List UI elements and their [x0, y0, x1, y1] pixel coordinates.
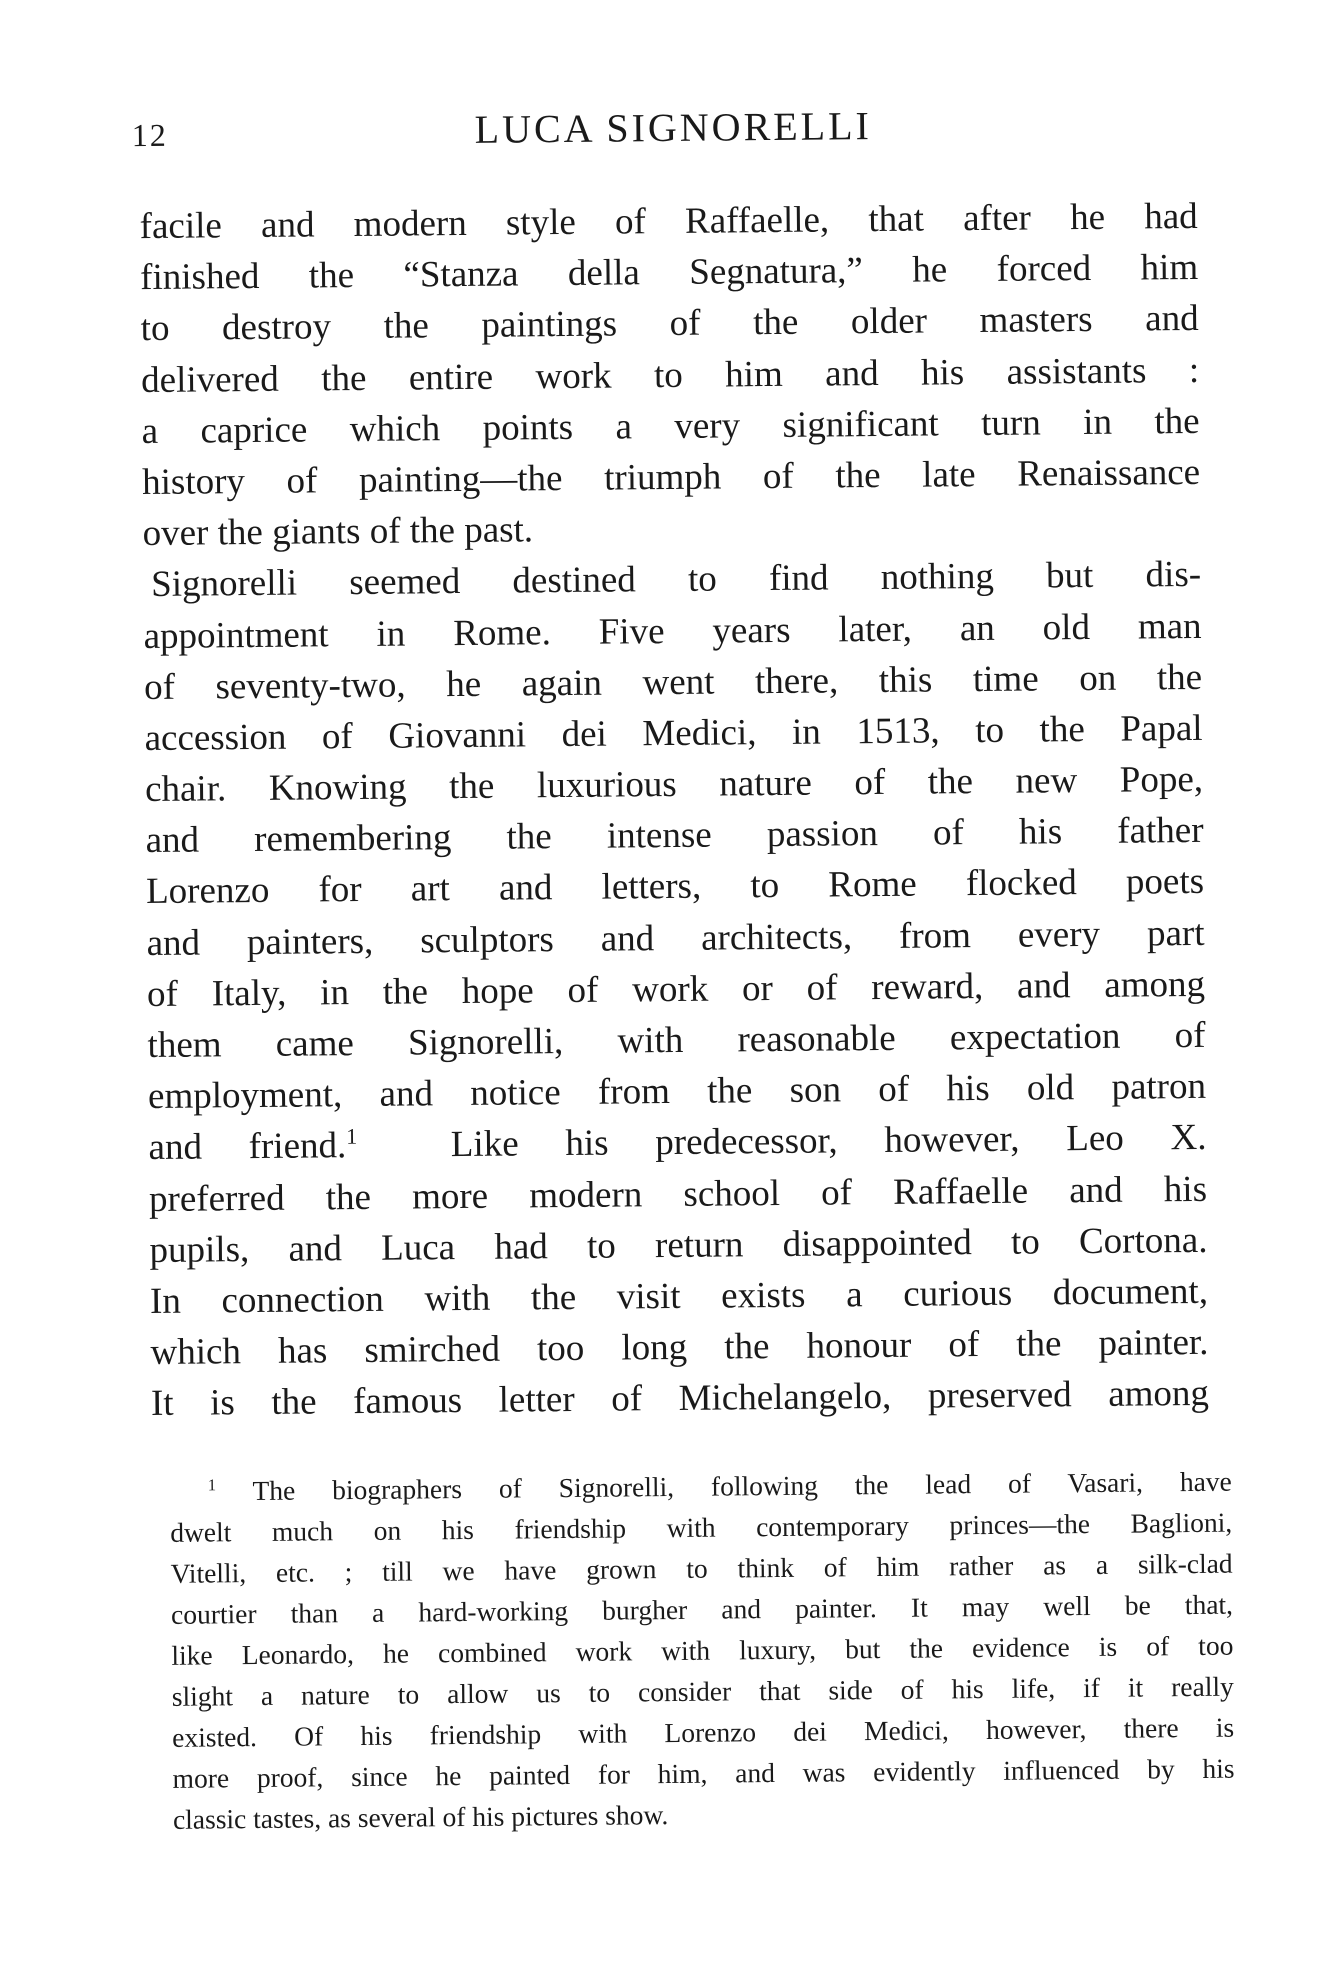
text-line: Signorelli seemed destined to find nothing but dis-	[150, 554, 1202, 606]
text-fragment: The biographers of Signorelli, following the lead of Vasari, have	[252, 1465, 1232, 1507]
text-line: employment, and notice from the son of his old patron	[147, 1066, 1207, 1118]
running-title: LUCA SIGNORELLI	[474, 103, 873, 152]
footnote-line: like Leonardo, he combined work with luxury, but the evidence is of too	[171, 1629, 1234, 1671]
footnote-marker: 1	[207, 1475, 217, 1495]
footnote-line: courtier than a hard-working burgher and painter. It may well be that,	[170, 1588, 1234, 1630]
text-fragment: Like his predecessor, however, Leo X.	[357, 1117, 1207, 1167]
text-line: which has smirched too long the honour of the painter.	[150, 1321, 1209, 1374]
text-line: Lorenzo for art and letters, to Rome flocked poets	[145, 861, 1205, 913]
text-line: delivered the entire work to him and his assistants :	[140, 349, 1200, 401]
footnote-line: Vitelli, etc. ; till we have grown to think of him rather as a silk-clad	[170, 1547, 1233, 1589]
text-line: pupils, and Luca had to return disappointed to Cortona.	[149, 1219, 1208, 1271]
text-line: them came Signorelli, with reasonable expectation of	[147, 1014, 1206, 1067]
text-line: of seventy-two, he again went there, this time on the	[143, 656, 1203, 708]
text-line: accession of Giovanni dei Medici, in 1513, to the Papal	[144, 707, 1203, 759]
text-line: to destroy the paintings of the older masters and	[140, 298, 1199, 350]
footnote-line: dwelt much on his friendship with contemporary princes—the Baglioni,	[170, 1506, 1233, 1548]
footnote-line: classic tastes, as several of his pictures show.	[172, 1799, 669, 1835]
footnote-line: slight a nature to allow us to consider that side of his life, if it really	[171, 1670, 1234, 1712]
text-line: of Italy, in the hope of work or of reward, and among	[146, 963, 1206, 1015]
body-text	[139, 191, 1209, 1430]
text-line: and painters, sculptors and architects, from every part	[146, 912, 1205, 964]
text-line: finished the “Stanza della Segnatura,” he forced him	[139, 247, 1199, 299]
text-line: chair. Knowing the luxurious nature of the new Pope,	[144, 758, 1204, 811]
text-line: a caprice which points a very significant turn in the	[141, 400, 1200, 452]
text-line: facile and modern style of Raffaelle, that after he had	[139, 195, 1198, 248]
footnote-reference[interactable]: 1	[346, 1124, 358, 1150]
text-line: and remembering the intense passion of his father	[145, 810, 1204, 862]
text-line: preferred the more modern school of Raffaelle and his	[148, 1168, 1208, 1220]
text-line: over the giants of the past.	[142, 509, 534, 555]
text-line: history of painting—the triumph of the late Renaissance	[141, 451, 1201, 503]
page-number: 12	[131, 116, 168, 154]
text-line: appointment in Rome. Five years later, an old man	[143, 605, 1202, 657]
text-line: In connection with the visit exists a curious document,	[149, 1270, 1209, 1322]
footnote	[170, 1461, 1235, 1840]
footnote-line: existed. Of his friendship with Lorenzo dei Medici, however, there is	[172, 1711, 1235, 1753]
footnote-line: more proof, since he painted for him, and was evidently influenced by his	[172, 1752, 1235, 1794]
text-fragment: and friend.	[148, 1125, 347, 1169]
text-line: It is the famous letter of Michelangelo, preserved among	[150, 1373, 1210, 1425]
